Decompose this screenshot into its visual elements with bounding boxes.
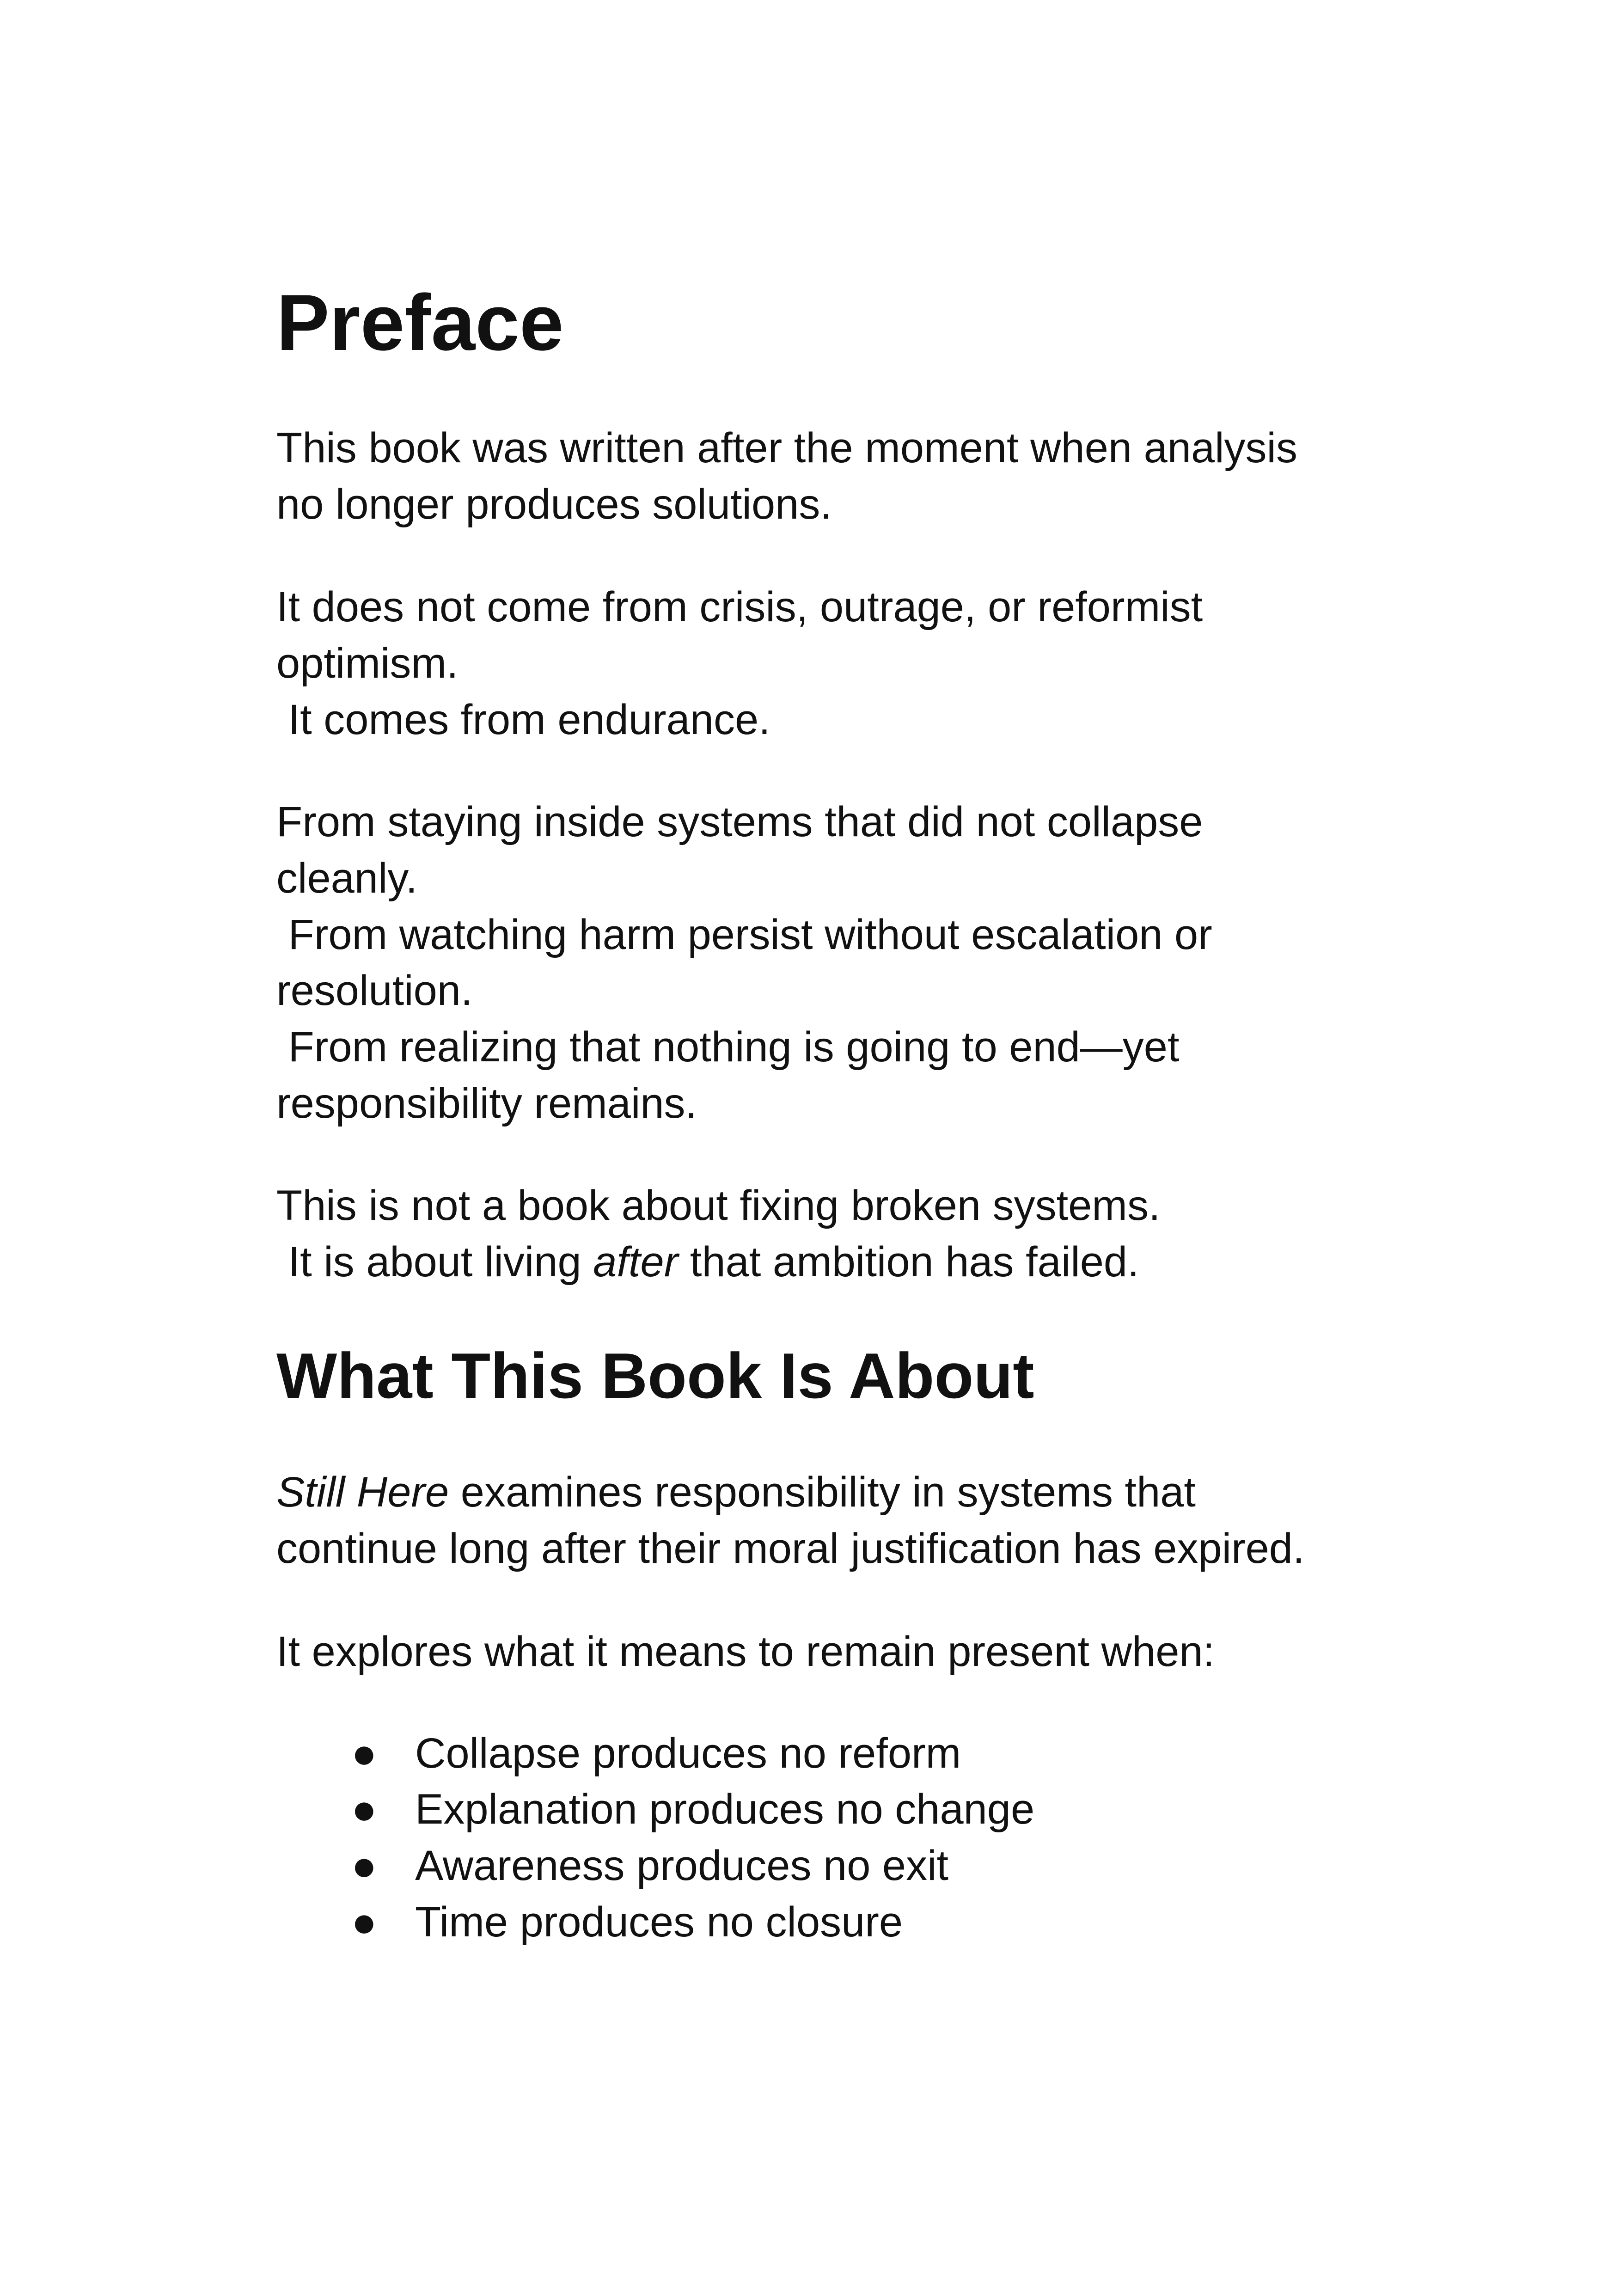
list-item-text: Collapse produces no reform <box>415 1730 961 1777</box>
preface-p4-line2 <box>276 1238 1139 1286</box>
list-item-text: Awareness produces no exit <box>415 1842 949 1889</box>
section-heading: What This Book Is About <box>276 1340 1034 1412</box>
bullet-icon: ● <box>351 1842 377 1889</box>
preface-p4-line1: This is not a book about fixing broken systems. <box>276 1182 1161 1229</box>
section-p2: It explores what it means to remain present when: <box>276 1628 1215 1675</box>
section-p1-line2: continue long after their moral justification has expired. <box>276 1525 1305 1572</box>
list-item-text: Explanation produces no change <box>415 1786 1035 1833</box>
preface-p1-line2: no longer produces solutions. <box>276 481 832 528</box>
preface-p1-line1: This book was written after the moment when analysis <box>276 424 1297 471</box>
preface-p3-line3: From watching harm persist without escalation or <box>276 911 1212 958</box>
book-title-emphasis: Still Here <box>276 1469 449 1516</box>
page-title: Preface <box>276 278 564 367</box>
preface-p2-line3: It comes from endurance. <box>276 696 770 743</box>
preface-p3-line1: From staying inside systems that did not collapse <box>276 798 1203 845</box>
bullet-icon: ● <box>351 1786 377 1833</box>
preface-p4-line2-start: It is about living <box>276 1238 593 1286</box>
section-p1-line1-rest: examines responsibility in systems that <box>449 1469 1196 1516</box>
bullet-icon: ● <box>351 1898 377 1946</box>
preface-p3-line2: cleanly. <box>276 855 418 902</box>
preface-p2-line2: optimism. <box>276 640 459 687</box>
preface-p3-line6: responsibility remains. <box>276 1080 697 1127</box>
list-item-text: Time produces no closure <box>415 1898 903 1946</box>
preface-p2-line1: It does not come from crisis, outrage, or reformist <box>276 583 1203 631</box>
bullet-icon: ● <box>351 1730 377 1777</box>
preface-p3-line4: resolution. <box>276 967 473 1014</box>
preface-p4-line2-end: that ambition has failed. <box>678 1238 1139 1286</box>
emphasis-after: after <box>593 1238 679 1286</box>
preface-p3-line5: From realizing that nothing is going to end—yet <box>276 1023 1180 1071</box>
section-p1-line1 <box>276 1469 1196 1516</box>
